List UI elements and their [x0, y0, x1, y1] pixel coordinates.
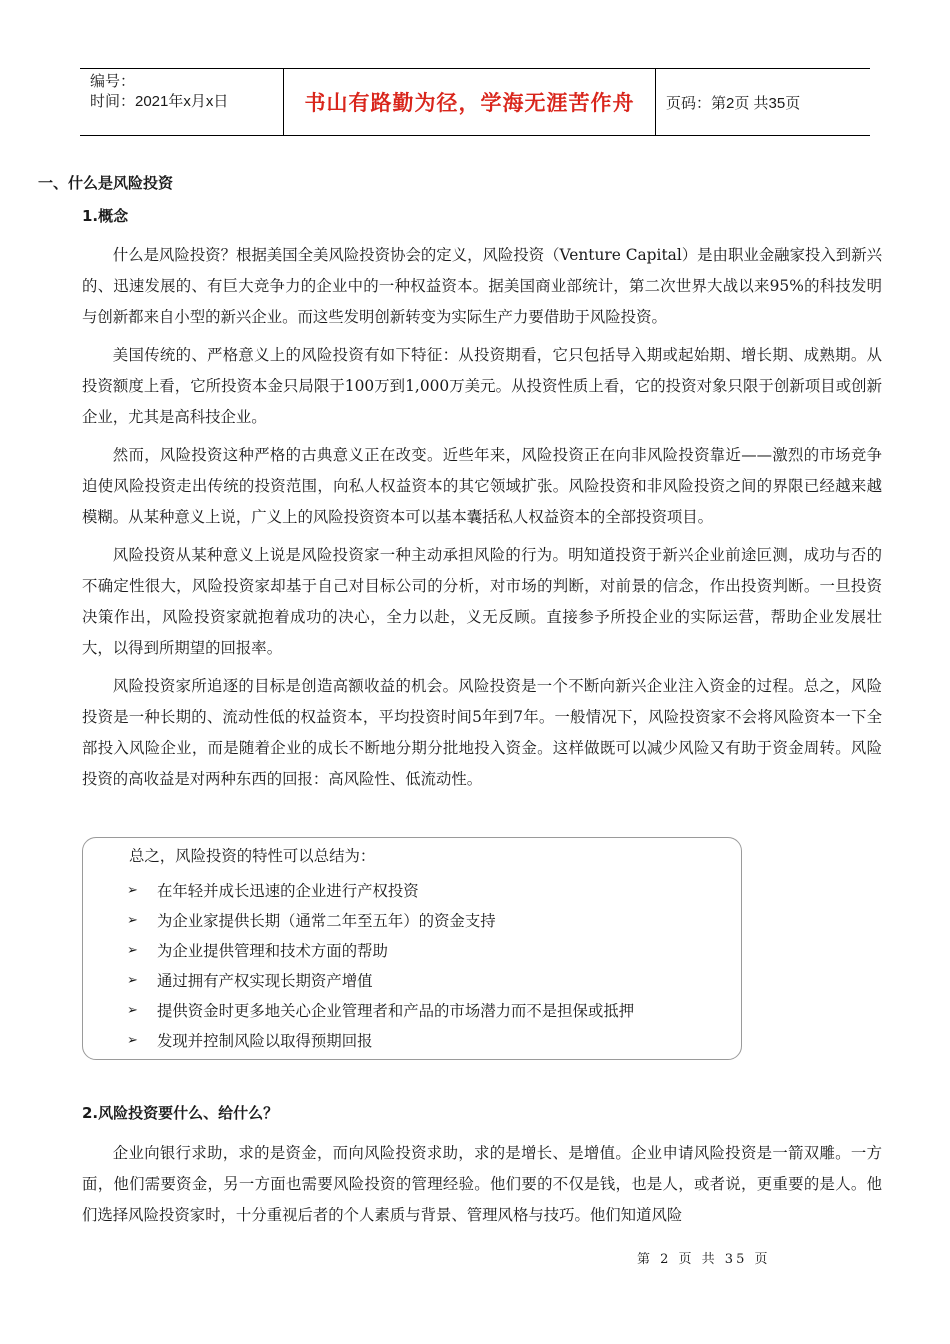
header-page-label: 页码：第2页 共35页	[666, 94, 801, 112]
arrow-bullet-icon: ➢	[127, 1032, 138, 1048]
list-item-text: 为企业家提供长期（通常二年至五年）的资金支持	[157, 912, 496, 930]
list-item	[127, 935, 634, 965]
list-item-text: 提供资金时更多地关心企业管理者和产品的市场潜力而不是担保或抵押	[157, 1002, 635, 1020]
page-footer: 第 2 页 共 35 页	[637, 1252, 771, 1267]
header-date-label: 时间：2021年x月x日	[90, 93, 229, 110]
arrow-bullet-icon: ➢	[127, 1002, 138, 1018]
arrow-bullet-icon: ➢	[127, 912, 138, 928]
page-header	[80, 68, 870, 136]
summary-title: 总之，风险投资的特性可以总结为：	[129, 847, 376, 865]
section-title: 一、什么是风险投资	[38, 174, 174, 192]
paragraph: 风险投资从某种意义上说是风险投资家一种主动承担风险的行为。明知道投资于新兴企业前途叵测，成功与否的不确定性很大，风险投资家却基于自己对目标公司的分析，对市场的判断，对前景的信念，作出投资判断。一旦投资决策作出，风险投资家就抱着成功的决心，全力以赴，义无反顾。直接参予所投企业的实际运营，帮助企业发展壮大，以得到所期望的回报率。	[82, 546, 882, 657]
paragraph: 然而，风险投资这种严格的古典意义正在改变。近些年来，风险投资正在向非风险投资靠近——激烈的市场竞争迫使风险投资走出传统的投资范围，向私人权益资本的其它领域扩张。风险投资和非风险投资之间的界限已经越来越模糊。从某种意义上说，广义上的风险投资资本可以基本囊括私人权益资本的全部投资项目。	[82, 446, 882, 526]
header-info-cell	[80, 69, 283, 135]
subsection-title-what: 2.风险投资要什么、给什么？	[82, 1104, 279, 1122]
arrow-bullet-icon: ➢	[127, 972, 138, 988]
paragraph: 什么是风险投资？根据美国全美风险投资协会的定义，风险投资（Venture Capital）是由职业金融家投入到新兴的、迅速发展的、有巨大竞争力的企业中的一种权益资本。据美国商业部统计，第二次世界大战以来95%的科技发明与创新都来自小型的新兴企业。而这些发明创新转变为实际生产力要借助于风险投资。	[82, 246, 882, 326]
paragraph: 企业向银行求助，求的是资金，而向风险投资求助，求的是增长、是增值。企业申请风险投资是一箭双雕。一方面，他们需要资金，另一方面也需要风险投资的管理经验。他们要的不仅是钱，也是人，或者说，更重要的是人。他们选择风险投资家时，十分重视后者的个人素质与背景、管理风格与技巧。他们知道风险	[82, 1144, 882, 1224]
arrow-bullet-icon: ➢	[127, 942, 138, 958]
what-body	[82, 1138, 882, 1231]
concept-body	[82, 240, 882, 795]
arrow-bullet-icon: ➢	[127, 882, 138, 898]
list-item	[127, 1025, 634, 1055]
list-item	[127, 995, 634, 1025]
list-item-text: 在年轻并成长迅速的企业进行产权投资	[157, 882, 419, 900]
paragraph: 风险投资家所追逐的目标是创造高额收益的机会。风险投资是一个不断向新兴企业注入资金的过程。总之，风险投资是一种长期的、流动性低的权益资本，平均投资时间5年到7年。一般情况下，风险投资家不会将风险资本一下全部投入风险企业，而是随着企业的成长不断地分期分批地投入资金。这样做既可以减少风险又有助于资金周转。风险投资的高收益是对两种东西的回报：高风险性、低流动性。	[82, 677, 882, 788]
paragraph: 美国传统的、严格意义上的风险投资有如下特征：从投资期看，它只包括导入期或起始期、增长期、成熟期。从投资额度上看，它所投资本金只局限于100万到1,000万美元。从投资性质上看，它的投资对象只限于创新项目或创新企业，尤其是高科技企业。	[82, 346, 882, 426]
list-item-text: 发现并控制风险以取得预期回报	[157, 1032, 373, 1050]
list-item	[127, 905, 634, 935]
summary-list	[127, 875, 634, 1055]
list-item-text: 为企业提供管理和技术方面的帮助	[157, 942, 388, 960]
header-motto: 书山有路勤为径，学海无涯苦作舟	[283, 69, 656, 135]
header-number-label: 编号：	[90, 73, 136, 90]
summary-box	[82, 837, 742, 1060]
subsection-title-concept: 1.概念	[82, 207, 129, 225]
list-item	[127, 875, 634, 905]
list-item-text: 通过拥有产权实现长期资产增值	[157, 972, 373, 990]
list-item	[127, 965, 634, 995]
